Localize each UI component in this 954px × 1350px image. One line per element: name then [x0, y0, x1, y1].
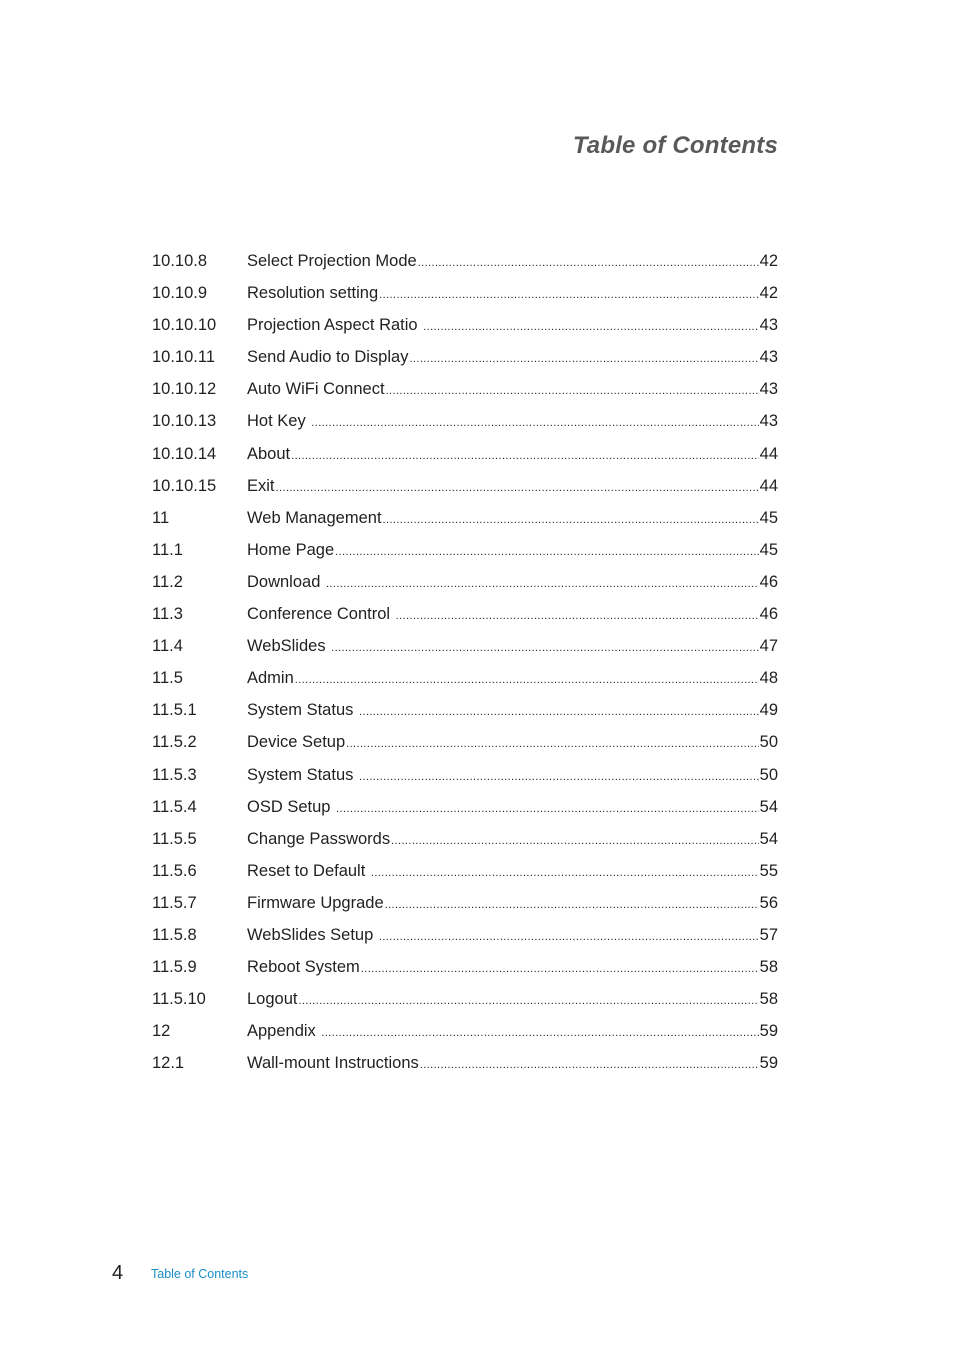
toc-entry-title: Conference Control [247, 605, 395, 624]
toc-entry-title: Download [247, 572, 325, 591]
toc-entry-page: 42 [759, 252, 778, 270]
toc-entry[interactable] [152, 1015, 778, 1047]
toc-entry-number: 11.5.6 [152, 861, 197, 880]
toc-dot-leader [346, 728, 759, 760]
toc-entry-number: 11 [152, 508, 170, 527]
toc-entry-title: Select Projection Mode [247, 252, 417, 270]
toc-entry-title: Device Setup [247, 733, 346, 752]
toc-entry-title: Send Audio to Display [247, 348, 409, 367]
toc-entry-number: 10.10.13 [152, 412, 217, 431]
toc-entry-number: 12 [152, 1022, 171, 1041]
toc-dot-leader [391, 825, 759, 857]
toc-entry-title: Exit [247, 476, 275, 495]
toc-entry[interactable] [152, 694, 778, 726]
toc-entry-title: Firmware Upgrade [247, 893, 384, 912]
toc-dot-leader [335, 536, 759, 568]
toc-entry-number: 11.5.4 [152, 797, 197, 816]
toc-entry-title: System Status [247, 701, 358, 720]
toc-entry-number: 11.1 [152, 540, 183, 559]
toc-entry-number: 10.10.11 [152, 348, 216, 367]
toc-entry[interactable] [152, 598, 778, 630]
toc-entry-page: 57 [759, 925, 778, 944]
toc-entry[interactable] [152, 855, 778, 887]
toc-entry[interactable] [152, 309, 778, 341]
toc-entry-title: Logout [247, 990, 298, 1009]
toc-entry-number: 10.10.10 [152, 316, 217, 335]
toc-entry-title: Admin [247, 669, 294, 688]
toc-entry-page: 44 [759, 444, 778, 463]
toc-dot-leader [331, 632, 758, 664]
toc-entry-number: 11.5.8 [152, 925, 197, 944]
toc-entry[interactable] [152, 759, 778, 791]
toc-entry-title: Reboot System [247, 958, 360, 977]
toc-entry-page: 59 [759, 1054, 778, 1073]
toc-entry[interactable] [152, 951, 778, 983]
toc-entry[interactable] [152, 534, 778, 566]
footer-page-number: 4 [112, 1262, 124, 1284]
toc-entry-page: 48 [759, 669, 778, 688]
toc-dot-leader [396, 600, 759, 632]
toc-dot-leader [418, 247, 759, 279]
toc-dot-leader [359, 696, 759, 728]
toc-entry-page: 58 [759, 990, 778, 1009]
toc-entry[interactable] [152, 245, 778, 277]
toc-dot-leader [409, 343, 758, 375]
toc-dot-leader [326, 568, 759, 600]
toc-dot-leader [276, 472, 759, 504]
toc-entry-title: Hot Key [247, 412, 311, 431]
toc-entry[interactable] [152, 726, 778, 758]
toc-entry-number: 10.10.8 [152, 252, 208, 270]
toc-entry[interactable] [152, 405, 778, 437]
toc-entry[interactable] [152, 566, 778, 598]
toc-entry-page: 46 [759, 572, 778, 591]
toc-entry[interactable] [152, 791, 778, 823]
toc-entry[interactable] [152, 662, 778, 694]
toc-entry-title: WebSlides Setup [247, 925, 378, 944]
toc-entry[interactable] [152, 823, 778, 855]
toc-entry-number: 11.2 [152, 572, 183, 591]
toc-entry-page: 45 [759, 540, 778, 559]
toc-entry-number: 11.5.5 [152, 829, 197, 848]
toc-entry-number: 11.5.7 [152, 893, 197, 912]
toc-entry-page: 49 [759, 701, 778, 720]
toc-entry-page: 46 [759, 605, 778, 624]
toc-entry-page: 43 [759, 316, 778, 335]
toc-entry-page: 43 [759, 380, 778, 399]
toc-entry-title: Resolution setting [247, 284, 379, 303]
toc-entry-page: 43 [759, 348, 778, 367]
toc-entry-page: 44 [759, 476, 778, 495]
toc-entry-number: 11.5.9 [152, 958, 197, 977]
toc-dot-leader [383, 504, 759, 536]
toc-entry-page: 55 [759, 861, 778, 880]
toc-dot-leader [298, 985, 758, 1017]
toc-dot-leader [359, 761, 759, 793]
toc-entry-page: 54 [759, 829, 778, 848]
toc-entry-number: 10.10.9 [152, 284, 208, 303]
toc-entry[interactable] [152, 919, 778, 951]
toc-dot-leader [291, 440, 759, 472]
toc-entry-page: 47 [759, 637, 778, 656]
toc-entry[interactable] [152, 438, 778, 470]
toc-entry[interactable] [152, 373, 778, 405]
toc-entry-title: Home Page [247, 540, 335, 559]
toc-entry-page: 59 [759, 1022, 778, 1041]
toc-list [152, 245, 778, 1079]
toc-entry-title: Change Passwords [247, 829, 391, 848]
toc-entry-number: 10.10.14 [152, 444, 217, 463]
toc-entry-title: WebSlides [247, 637, 331, 656]
toc-entry-title: Web Management [247, 508, 382, 527]
toc-entry-number: 11.5.1 [152, 701, 197, 720]
toc-entry[interactable] [152, 1047, 778, 1079]
toc-entry-number: 10.10.15 [152, 476, 217, 495]
toc-entry-page: 43 [759, 412, 778, 431]
toc-entry-number: 12.1 [152, 1054, 185, 1073]
toc-dot-leader [371, 857, 759, 889]
toc-entry[interactable] [152, 887, 778, 919]
toc-dot-leader [379, 921, 759, 953]
toc-entry[interactable] [152, 502, 778, 534]
toc-entry-number: 11.5 [152, 669, 183, 688]
page-title: Table of Contents [572, 132, 778, 159]
toc-dot-leader [423, 311, 758, 343]
toc-entry-number: 11.5.3 [152, 765, 197, 784]
toc-entry-title: About [247, 444, 291, 463]
toc-entry-title: Wall-mount Instructions [247, 1054, 419, 1073]
toc-entry-title: Projection Aspect Ratio [247, 316, 423, 335]
toc-entry[interactable] [152, 470, 778, 502]
toc-entry-page: 54 [759, 797, 778, 816]
toc-entry-title: Appendix [247, 1022, 321, 1041]
toc-entry[interactable] [152, 983, 778, 1015]
toc-entry-number: 11.5.10 [152, 990, 206, 1009]
toc-dot-leader [361, 953, 759, 985]
toc-dot-leader [386, 375, 759, 407]
toc-entry-title: Auto WiFi Connect [247, 380, 385, 399]
toc-entry-page: 50 [759, 765, 778, 784]
toc-entry-page: 45 [759, 508, 778, 527]
toc-entry-page: 42 [759, 284, 778, 303]
toc-entry-number: 11.4 [152, 637, 183, 656]
footer-section-label: Table of Contents [151, 1267, 249, 1281]
toc-dot-leader [295, 664, 759, 696]
toc-entry[interactable] [152, 630, 778, 662]
toc-dot-leader [321, 1017, 758, 1049]
toc-entry-number: 11.3 [152, 605, 183, 624]
toc-entry[interactable] [152, 341, 778, 373]
toc-dot-leader [379, 279, 758, 311]
toc-entry-page: 58 [759, 958, 778, 977]
toc-entry-title: System Status [247, 765, 358, 784]
toc-entry-title: Reset to Default [247, 861, 370, 880]
toc-entry-page: 56 [759, 893, 778, 912]
toc-entry-number: 11.5.2 [152, 733, 197, 752]
toc-entry-number: 10.10.12 [152, 380, 217, 399]
toc-entry-title: OSD Setup [247, 797, 336, 816]
toc-dot-leader [420, 1049, 759, 1081]
toc-entry[interactable] [152, 277, 778, 309]
toc-entry-page: 50 [759, 733, 778, 752]
toc-dot-leader [311, 407, 758, 439]
toc-dot-leader [385, 889, 759, 921]
toc-dot-leader [336, 793, 759, 825]
